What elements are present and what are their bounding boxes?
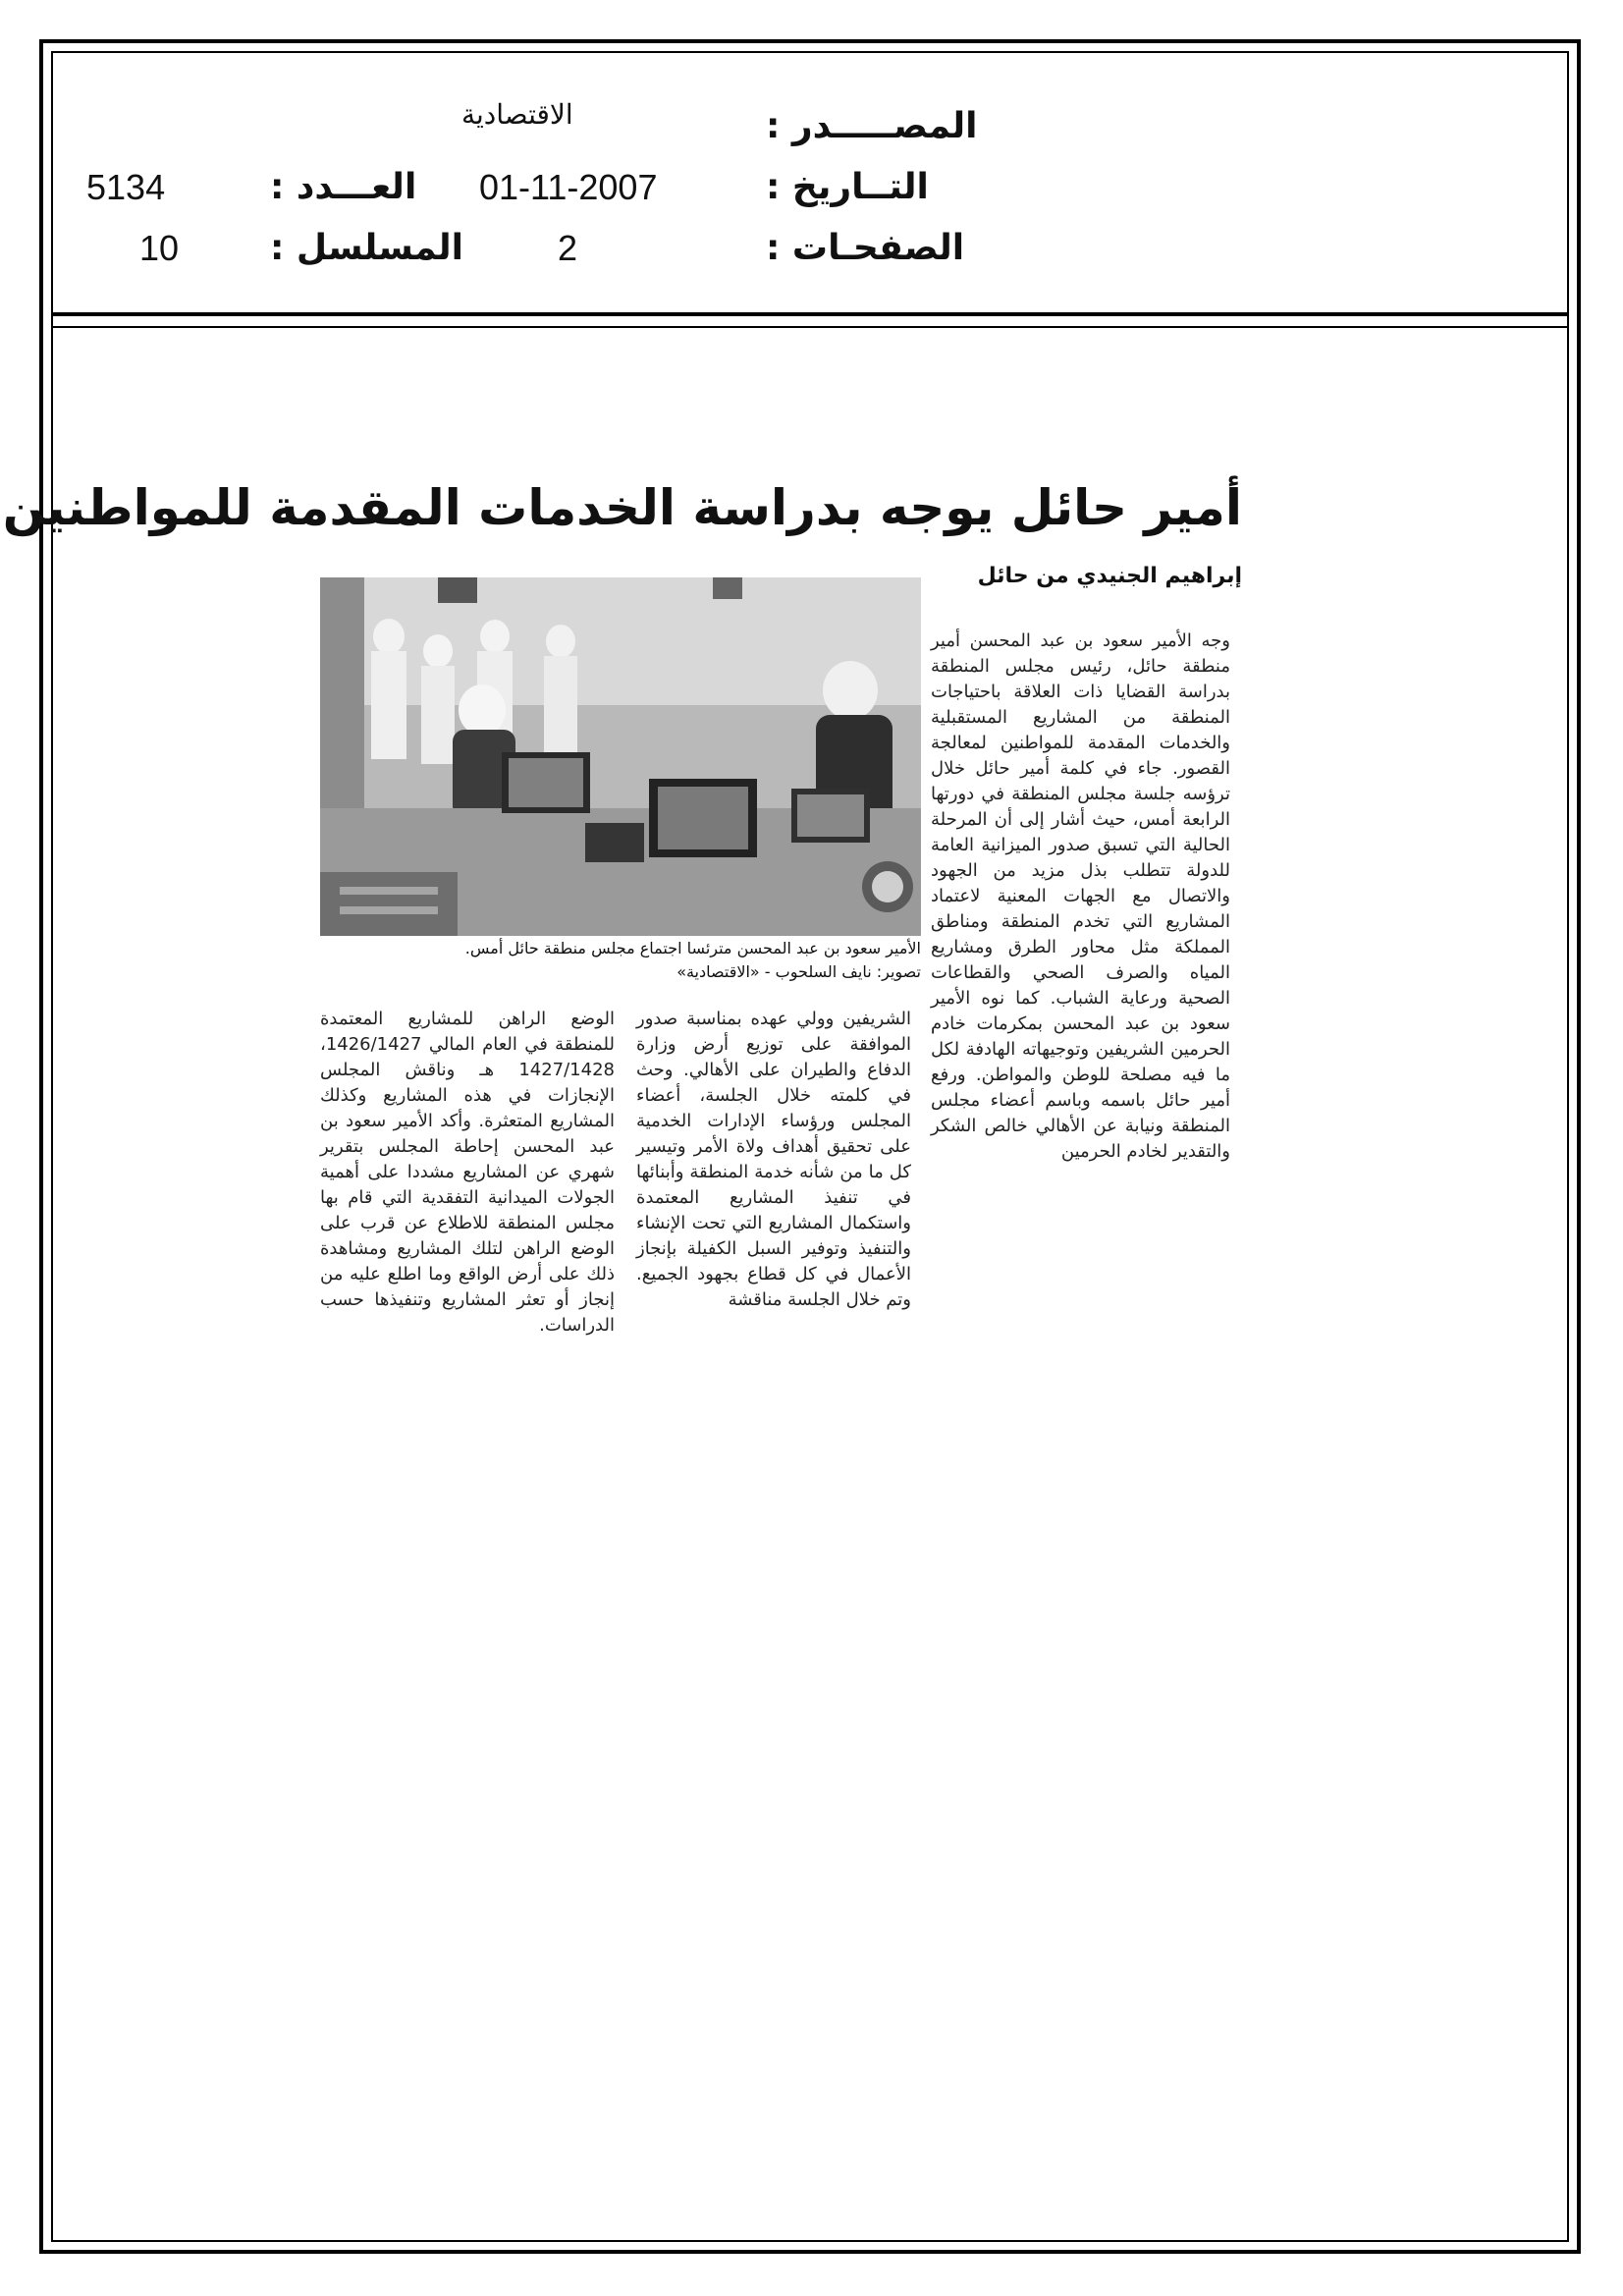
article-photo xyxy=(320,577,921,936)
pages-value: 2 xyxy=(558,228,578,268)
date-value: 01-11-2007 xyxy=(479,167,658,207)
date-label: التــاريخ : xyxy=(766,167,929,207)
serial-label: المسلسل : xyxy=(270,228,464,268)
header-divider xyxy=(51,312,1569,316)
issue-label: العـــدد : xyxy=(270,167,417,207)
column-left-text: الوضع الراهن للمشاريع المعتمدة للمنطقة في العام المالي 1426/1427، 1427/1428 هـ وناقش المجلس الإنجازات في هذه المشاريع وكذلك المشاريع المتعثرة. وأكد الأمير سعود بن عبد المحسن إحاطة المجلس بتقرير شهري عن المشاريع مشددا على أهمية الجولات الميدانية التفقدية التي قام بها مجلس المنطقة للاطلاع عن قرب على الوضع الراهن لتلك المشاريع ومشاهدة ذلك على أرض الواقع وما اطلع عليه من إنجاز أو تعثر المشاريع وتنفيذها حسب الدراسات. xyxy=(320,1009,615,1336)
article-column-left xyxy=(320,1007,615,1517)
header-divider-thin xyxy=(51,326,1569,328)
article-byline: إبراهيم الجنيدي من حائل xyxy=(977,564,1242,588)
article-column-middle xyxy=(636,1007,911,1517)
source-label: المصـــــدر : xyxy=(766,106,978,146)
column-middle-text: الشريفين وولي عهده بمناسبة صدور الموافقة على توزيع أرض وزارة الدفاع والطيران على الأهالي. وحث في كلمته خلال الجلسة، أعضاء المجلس ورؤساء الإدارات الخدمية على تحقيق أهداف ولاة الأمر وتيسير كل ما من شأنه خدمة المنطقة وأبنائها في تنفيذ المشاريع المعتمدة واستكمال المشاريع التي تحت الإنشاء والتنفيذ وتوفير السبل الكفيلة بإنجاز الأعمال في كل قطاع بجهود الجميع. وتم خلال الجلسة مناقشة xyxy=(636,1009,911,1310)
serial-value: 10 xyxy=(139,228,180,268)
photo-caption: الأمير سعود بن عبد المحسن مترئسا اجتماع مجلس منطقة حائل أمس. xyxy=(464,939,921,957)
column-right-text: وجه الأمير سعود بن عبد المحسن أمير منطقة حائل، رئيس مجلس المنطقة بدراسة القضايا ذات العلاقة باحتياجات المنطقة من المشاريع المستقبلية والخدمات المقدمة للمواطنين لمعالجة القصور. جاء في كلمة أمير حائل خلال ترؤسه جلسة مجلس المنطقة في دورتها الرابعة أمس، حيث أشار إلى أن المرحلة الحالية التي تسبق صدور الميزانية العامة للدولة تتطلب بذل مزيد من الجهود والاتصال مع الجهات المعنية لاعتماد المشاريع التي تخدم المنطقة ومناطق المملكة مثل محاور الطرق ومشاريع المياه والصرف الصحي والقطاعات الصحية ورعاية الشباب. كما نوه الأمير سعود بن عبد المحسن بمكرمات خادم الحرمين الشريفين وتوجيهاته الهادفة لكل ما فيه مصلحة للوطن والمواطن. ورفع أمير حائل باسمه وباسم أعضاء مجلس المنطقة ونيابة عن الأهالي خالص الشكر والتقدير لخادم الحرمين xyxy=(931,630,1230,1162)
issue-value: 5134 xyxy=(86,167,166,207)
article-headline: أمير حائل يوجه بدراسة الخدمات المقدمة للمواطنين xyxy=(2,479,1242,536)
photo-credit: تصوير: نايف السلحوب - «الاقتصادية» xyxy=(676,962,921,981)
pages-label: الصفحـات : xyxy=(766,228,965,268)
source-value: الاقتصادية xyxy=(461,99,573,130)
article-column-right xyxy=(931,629,1230,1512)
